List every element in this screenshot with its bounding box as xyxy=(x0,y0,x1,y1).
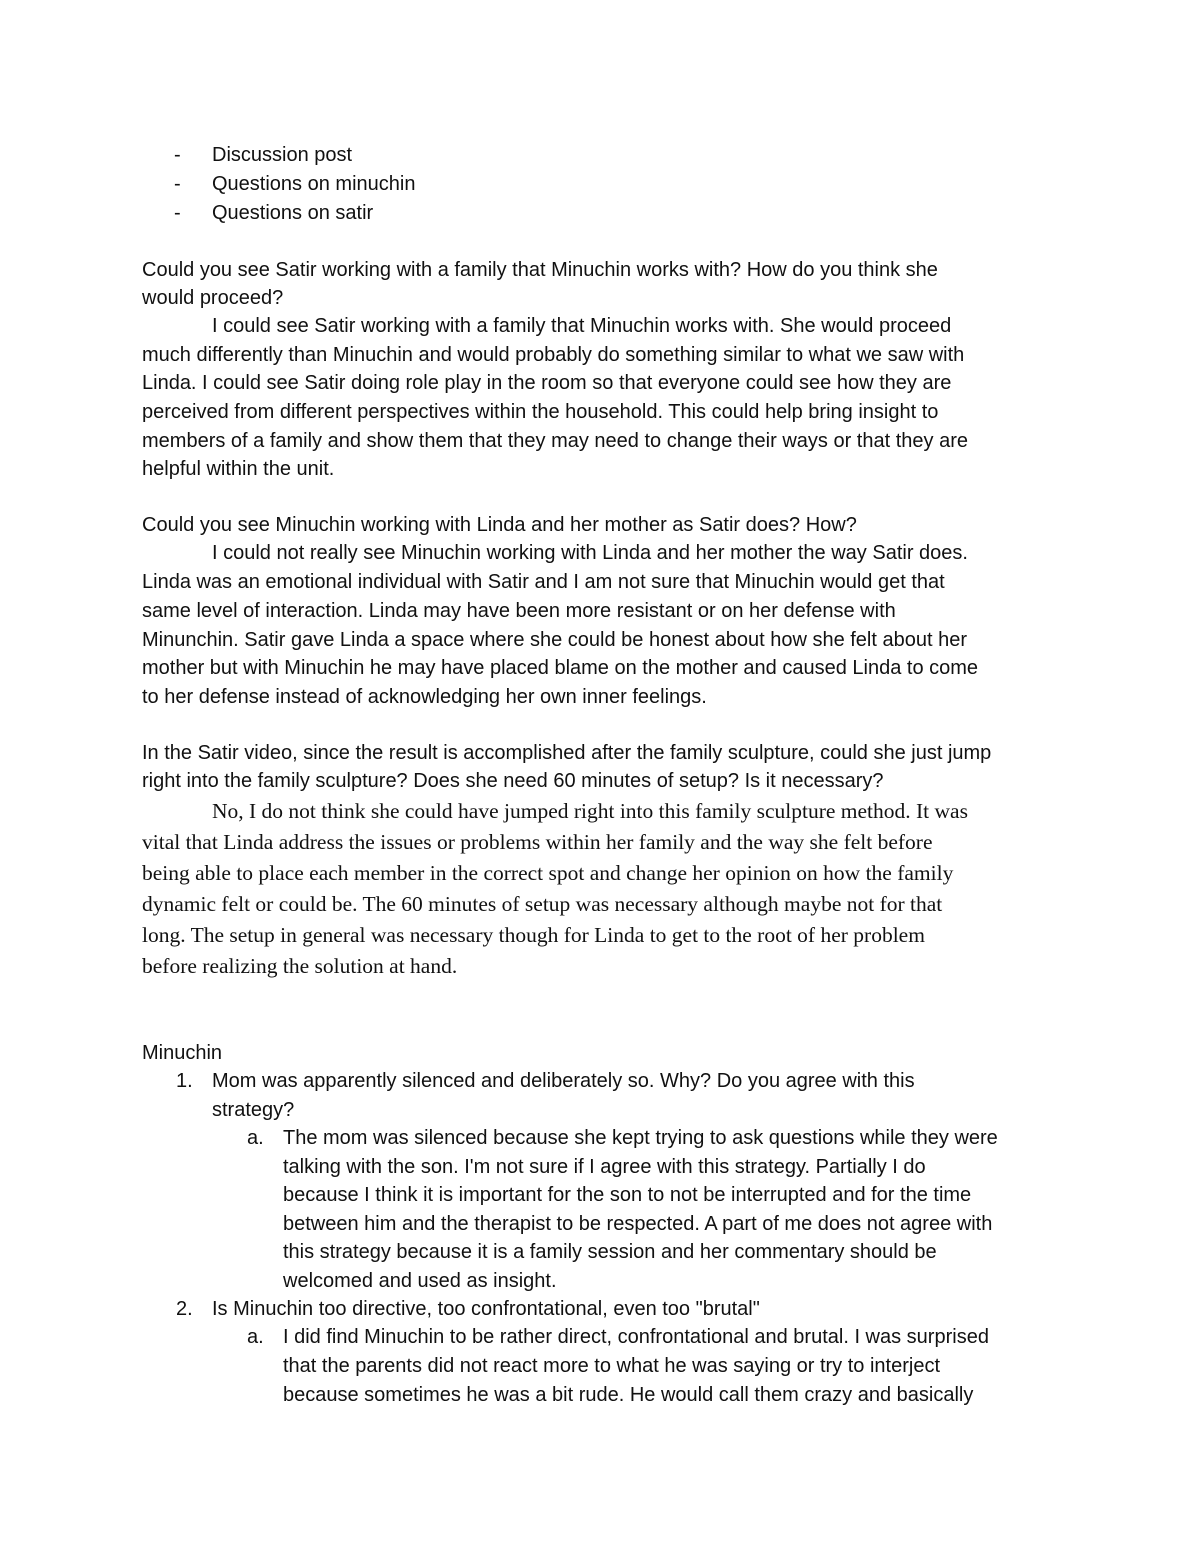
answer-text: before realizing the solution at hand. xyxy=(142,954,458,978)
answer-text: dynamic felt or could be. The 60 minutes of setup was necessary although maybe not for that xyxy=(142,892,943,916)
question-text: Could you see Satir working with a family that Minuchin works with? How do you think she xyxy=(142,259,938,281)
sub-answer: this strategy because it is a family session and her commentary should be xyxy=(283,1241,937,1263)
sub-letter: a. xyxy=(247,1326,264,1348)
answer-text: much differently than Minuchin and would probably do something similar to what we saw with xyxy=(142,344,965,366)
sub-answer: The mom was silenced because she kept trying to ask questions while they were xyxy=(283,1127,998,1149)
answer-text: perceived from different perspectives within the household. This could help bring insight to xyxy=(142,401,939,423)
section-heading: Minuchin xyxy=(142,1042,223,1064)
list-number: 1. xyxy=(176,1070,193,1092)
list-question: Is Minuchin too directive, too confrontational, even too "brutal" xyxy=(212,1298,760,1320)
sub-answer: between him and the therapist to be respected. A part of me does not agree with xyxy=(283,1213,993,1235)
answer-text: vital that Linda address the issues or problems within her family and the way she felt before xyxy=(142,830,933,854)
bullet-dash: - xyxy=(174,144,181,166)
bullet-item: Questions on minuchin xyxy=(212,173,416,195)
question-text: In the Satir video, since the result is accomplished after the family sculpture, could she just jump xyxy=(142,742,992,764)
sub-answer: talking with the son. I'm not sure if I agree with this strategy. Partially I do xyxy=(283,1156,926,1178)
answer-text: Linda was an emotional individual with Satir and I am not sure that Minuchin would get that xyxy=(142,571,945,593)
answer-text: Minunchin. Satir gave Linda a space where she could be honest about how she felt about her xyxy=(142,629,967,651)
sub-answer: welcomed and used as insight. xyxy=(283,1270,557,1292)
sub-letter: a. xyxy=(247,1127,264,1149)
answer-text: I could see Satir working with a family that Minuchin works with. She would proceed xyxy=(212,315,952,337)
sub-answer: I did find Minuchin to be rather direct, confrontational and brutal. I was surprised xyxy=(283,1326,989,1348)
answer-text: helpful within the unit. xyxy=(142,458,335,480)
question-text: right into the family sculpture? Does she need 60 minutes of setup? Is it necessary? xyxy=(142,770,884,792)
answer-text: being able to place each member in the correct spot and change her opinion on how the family xyxy=(142,861,954,885)
bullet-dash: - xyxy=(174,202,181,224)
bullet-item: Discussion post xyxy=(212,144,353,166)
bullet-item: Questions on satir xyxy=(212,202,374,224)
answer-text: same level of interaction. Linda may have been more resistant or on her defense with xyxy=(142,600,896,622)
sub-answer: that the parents did not react more to what he was saying or try to interject xyxy=(283,1355,941,1377)
list-number: 2. xyxy=(176,1298,193,1320)
answer-text: long. The setup in general was necessary though for Linda to get to the root of her problem xyxy=(142,923,925,947)
answer-text: to her defense instead of acknowledging her own inner feelings. xyxy=(142,686,707,708)
bullet-dash: - xyxy=(174,173,181,195)
sub-answer: because I think it is important for the son to not be interrupted and for the time xyxy=(283,1184,972,1206)
answer-text: I could not really see Minuchin working with Linda and her mother the way Satir does. xyxy=(212,542,968,564)
question-text: Could you see Minuchin working with Linda and her mother as Satir does? How? xyxy=(142,514,857,536)
list-question: Mom was apparently silenced and deliberately so. Why? Do you agree with this xyxy=(212,1070,915,1092)
question-text: would proceed? xyxy=(142,287,284,309)
answer-text: members of a family and show them that they may need to change their ways or that they are xyxy=(142,430,968,452)
list-question: strategy? xyxy=(212,1099,295,1121)
answer-text: mother but with Minuchin he may have placed blame on the mother and caused Linda to come xyxy=(142,657,979,679)
answer-text: Linda. I could see Satir doing role play in the room so that everyone could see how they are xyxy=(142,372,952,394)
sub-answer: because sometimes he was a bit rude. He would call them crazy and basically xyxy=(283,1384,974,1406)
answer-text: No, I do not think she could have jumped right into this family sculpture method. It was xyxy=(212,799,968,823)
